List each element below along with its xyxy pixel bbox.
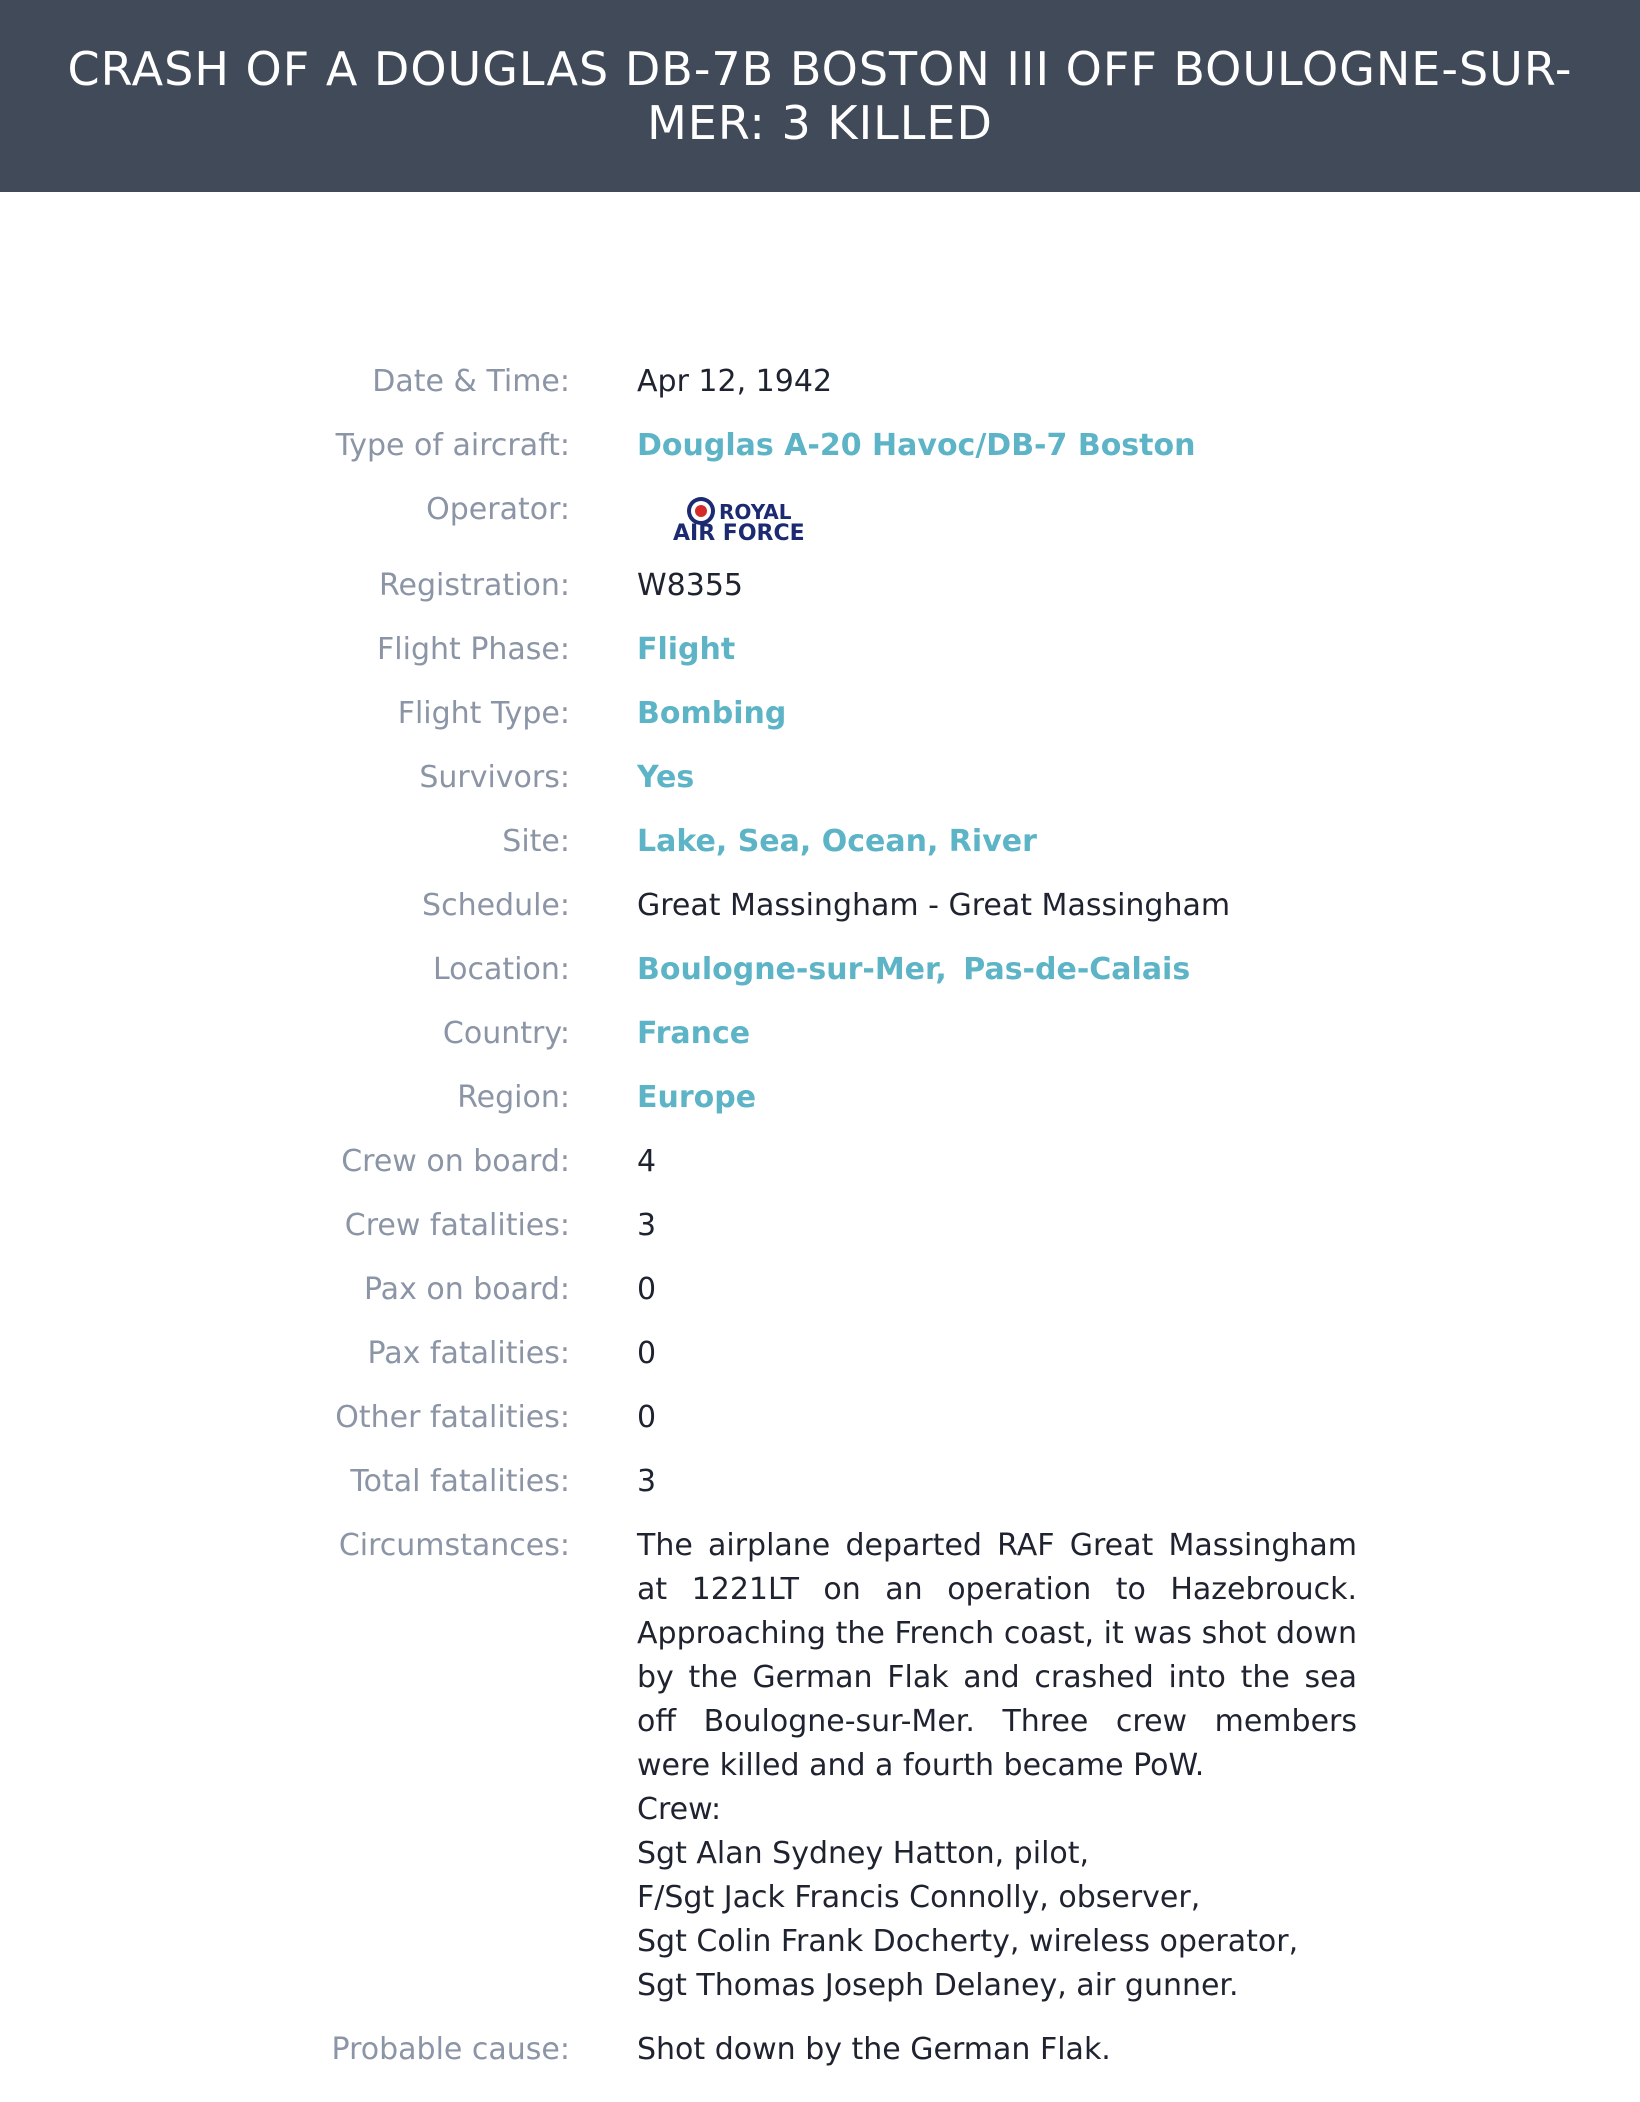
row-crew-on-board [0, 1140, 1640, 1204]
row-flight-type [0, 692, 1640, 756]
probable-cause-value: Shot down by the German Flak. [637, 2032, 1111, 2067]
row-other-fatalities [0, 1396, 1640, 1460]
row-region [0, 1076, 1640, 1140]
flight-type-link[interactable]: Bombing [637, 696, 787, 731]
crew-on-board-value: 4 [637, 1144, 657, 1179]
location-value [637, 948, 1357, 992]
pax-on-board-value: 0 [637, 1272, 657, 1307]
site-label: Site: [502, 824, 570, 859]
survivors-label: Survivors: [419, 760, 570, 795]
circumstances-label: Circumstances: [338, 1528, 570, 1563]
registration-label: Registration: [378, 568, 570, 603]
crew-member: F/Sgt Jack Francis Connolly, observer, [637, 1880, 1201, 1915]
circumstances-text [637, 1524, 1357, 2008]
raf-logo-royal: ROYAL [719, 500, 792, 524]
flight-phase-link[interactable]: Flight [637, 632, 736, 667]
other-fatalities-value: 0 [637, 1400, 657, 1435]
row-circumstances [0, 1524, 1640, 2008]
other-fatalities-label: Other fatalities: [335, 1400, 570, 1435]
row-date-time [0, 360, 1640, 424]
flight-phase-label: Flight Phase: [377, 632, 570, 667]
schedule-value: Great Massingham - Great Massingham [637, 888, 1231, 923]
operator-value [637, 488, 1357, 561]
total-fatalities-value: 3 [637, 1464, 657, 1499]
crew-fatalities-label: Crew fatalities: [344, 1208, 570, 1243]
region-label: Region: [457, 1080, 570, 1115]
pax-on-board-label: Pax on board: [363, 1272, 570, 1307]
location-region-link[interactable]: Pas-de-Calais [963, 952, 1191, 987]
row-crew-fatalities [0, 1204, 1640, 1268]
row-flight-phase [0, 628, 1640, 692]
region-link[interactable]: Europe [637, 1080, 757, 1115]
raf-logo[interactable] [671, 496, 851, 548]
row-location [0, 948, 1640, 1012]
row-registration [0, 564, 1640, 628]
row-total-fatalities [0, 1460, 1640, 1524]
row-aircraft [0, 424, 1640, 488]
crew-member: Sgt Colin Frank Docherty, wireless operator, [637, 1924, 1299, 1959]
row-country [0, 1012, 1640, 1076]
registration-value: W8355 [637, 568, 744, 603]
pax-fatalities-label: Pax fatalities: [367, 1336, 570, 1371]
location-city-link[interactable]: Boulogne-sur-Mer, [637, 952, 947, 987]
location-label: Location: [433, 952, 570, 987]
country-label: Country: [442, 1016, 570, 1051]
row-site [0, 820, 1640, 884]
row-schedule [0, 884, 1640, 948]
probable-cause-label: Probable cause: [331, 2032, 570, 2067]
flight-type-label: Flight Type: [397, 696, 570, 731]
row-pax-fatalities [0, 1332, 1640, 1396]
row-pax-on-board [0, 1268, 1640, 1332]
crash-details [0, 360, 1640, 2092]
page-header [0, 0, 1640, 192]
raf-logo-air-force: AIR FORCE [673, 521, 805, 546]
row-probable-cause [0, 2028, 1640, 2092]
aircraft-label: Type of aircraft: [335, 428, 570, 463]
crew-member: Sgt Thomas Joseph Delaney, air gunner. [637, 1968, 1239, 2003]
total-fatalities-label: Total fatalities: [350, 1464, 570, 1499]
circumstances-paragraph: The airplane departed RAF Great Massingham at 1221LT on an operation to Hazebrouck. Approaching the French coast, it was shot down by the German Flak and crashed into the sea off Boulogne-sur-Mer. Three crew members were killed and a fourth became PoW. [637, 1528, 1357, 1783]
operator-label: Operator: [426, 492, 570, 527]
page-title: CRASH OF A DOUGLAS DB-7B BOSTON III OFF BOULOGNE-SUR-MER: 3 KILLED [67, 42, 1573, 150]
crew-heading: Crew: [637, 1792, 722, 1827]
date-time-value: Apr 12, 1942 [637, 364, 833, 399]
site-link[interactable]: Lake, Sea, Ocean, River [637, 824, 1037, 859]
country-link[interactable]: France [637, 1016, 751, 1051]
aircraft-link[interactable]: Douglas A-20 Havoc/DB-7 Boston [637, 428, 1196, 463]
pax-fatalities-value: 0 [637, 1336, 657, 1371]
crew-fatalities-value: 3 [637, 1208, 657, 1243]
schedule-label: Schedule: [422, 888, 570, 923]
row-operator [0, 488, 1640, 564]
row-survivors [0, 756, 1640, 820]
date-time-label: Date & Time: [372, 364, 570, 399]
survivors-link[interactable]: Yes [637, 760, 695, 795]
crew-member: Sgt Alan Sydney Hatton, pilot, [637, 1836, 1090, 1871]
crew-on-board-label: Crew on board: [341, 1144, 570, 1179]
